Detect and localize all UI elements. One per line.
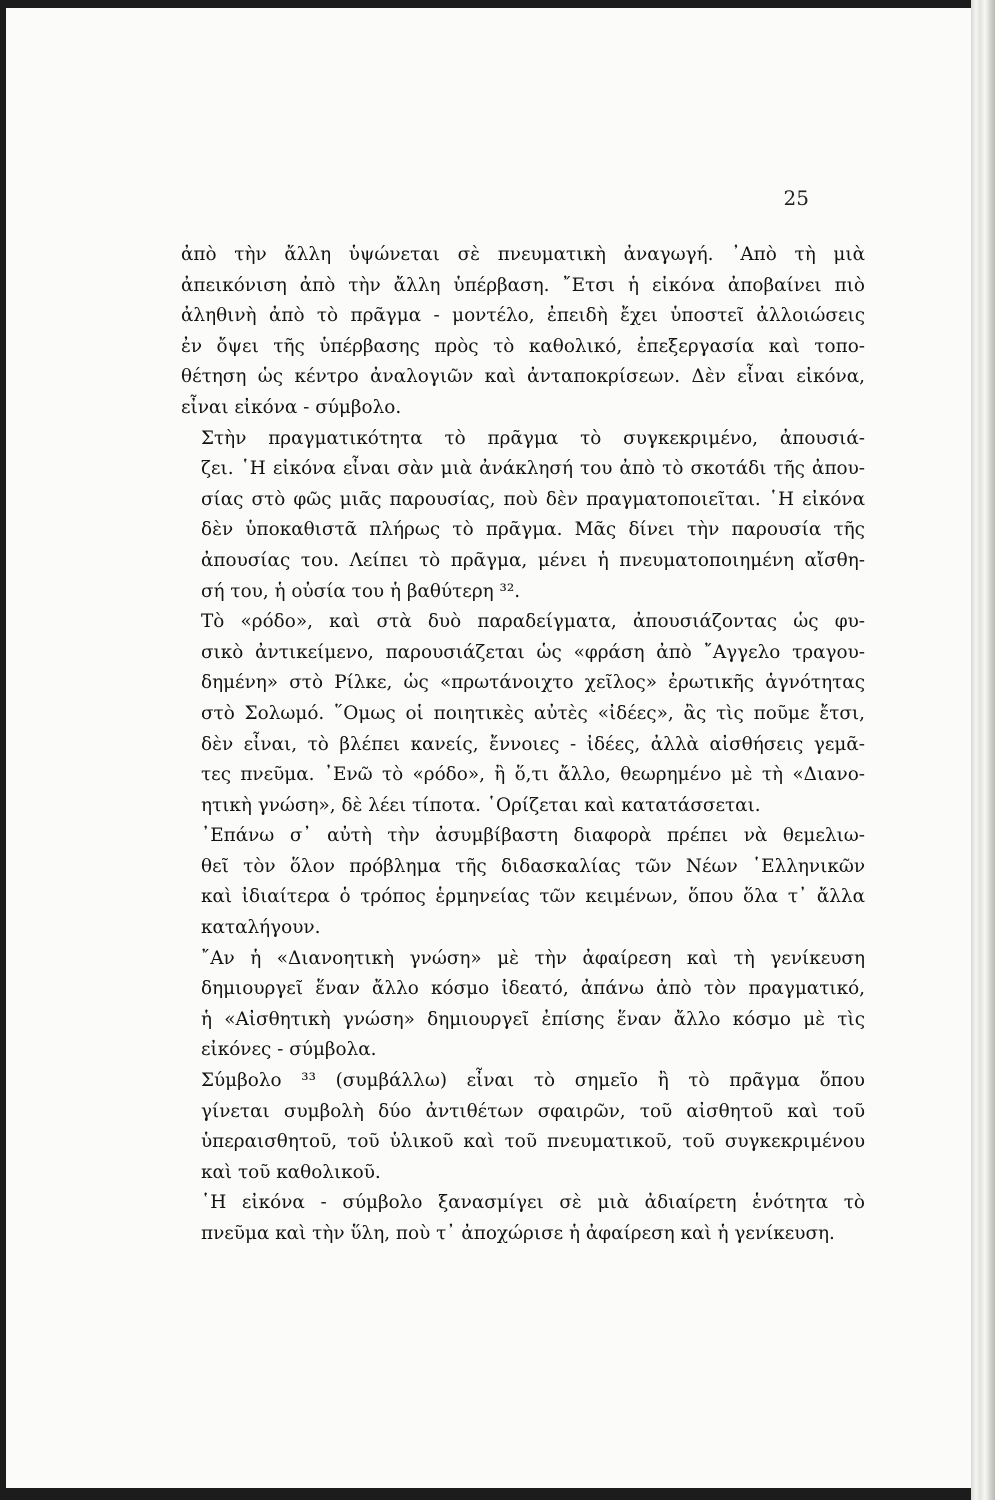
text-line: δὲν εἶναι, τὸ βλέπει κανείς, ἔννοιες - ἰδέες, ἀλλὰ αἰσθήσεις γεμᾶ- — [201, 733, 865, 755]
text-line: ῎Αν ἡ «Διανοητικὴ γνώση» μὲ τὴν ἀφαίρεση καὶ τὴ γενίκευση — [201, 947, 865, 969]
text-line: σικὸ ἀντικείμενο, παρουσιάζεται ὡς «φράση ἀπὸ ῎Αγγελο τραγου- — [201, 641, 865, 663]
text-line: θεῖ τὸν ὅλον πρόβλημα τῆς διδασκαλίας τῶν Νέων ῾Ελληνικῶν — [201, 855, 865, 877]
paragraph-6 — [181, 1066, 865, 1188]
body-text — [181, 240, 865, 1250]
text-line: ὑπεραισθητοῦ, τοῦ ὑλικοῦ καὶ τοῦ πνευματικοῦ, τοῦ συγκεκριμένου — [201, 1131, 865, 1153]
text-line: ητικὴ γνώση», δὲ λέει τίποτα. ῾Ορίζεται καὶ κατατάσσεται. — [201, 794, 761, 816]
text-line: δημένη» στὸ Ρίλκε, ὡς «πρωτάνοιχτο χεῖλος» ἐρωτικῆς ἁγνότητας — [201, 672, 865, 694]
text-line: ἀληθινὴ ἀπὸ τὸ πρᾶγμα - μοντέλο, ἐπειδὴ ἔχει ὑποστεῖ ἀλλοιώσεις — [181, 305, 865, 327]
text-line: Σύμβολο ³³ (συμβάλλω) εἶναι τὸ σημεῖο ἢ τὸ πρᾶγμα ὅπου — [201, 1070, 865, 1092]
paragraph-1 — [181, 240, 865, 424]
text-line: ἀπὸ τὴν ἄλλη ὑψώνεται σὲ πνευματικὴ ἀναγωγή. ᾿Απὸ τὴ μιὰ — [181, 244, 865, 265]
text-line: καταλήγουν. — [201, 917, 321, 939]
text-line: πνεῦμα καὶ τὴν ὕλη, ποὺ τ᾿ ἀποχώρισε ἡ ἀφαίρεση καὶ ἡ γενίκευση. — [201, 1223, 835, 1244]
text-line: ἀπουσίας του. Λείπει τὸ πρᾶγμα, μένει ἡ πνευματοποιημένη αἴσθη- — [201, 549, 865, 571]
text-line: εἰκόνες - σύμβολα. — [201, 1039, 377, 1061]
text-line: Τὸ «ρόδο», καὶ στὰ δυὸ παραδείγματα, ἀπουσιάζοντας ὡς φυ- — [201, 611, 865, 633]
text-line: ἀπεικόνιση ἀπὸ τὴν ἄλλη ὑπέρβαση. ῎Ετσι ἡ εἰκόνα ἀποβαίνει πιὸ — [181, 274, 865, 296]
text-line: καὶ τοῦ καθολικοῦ. — [201, 1161, 381, 1183]
text-line: σίας στὸ φῶς μιᾶς παρουσίας, ποὺ δὲν πραγματοποιεῖται. ῾Η εἰκόνα — [201, 488, 865, 510]
paragraph-5 — [181, 944, 865, 1066]
text-line: δημιουργεῖ ἕναν ἄλλο κόσμο ἰδεατό, ἀπάνω ἀπὸ τὸν πραγματικό, — [201, 978, 865, 1000]
paragraph-2 — [181, 424, 865, 608]
text-line: ἡ «Αἰσθητικὴ γνώση» δημιουργεῖ ἐπίσης ἕναν ἄλλο κόσμο μὲ τὶς — [201, 1008, 865, 1030]
text-line: ᾿Επάνω σ᾿ αὐτὴ τὴν ἀσυμβίβαστη διαφορὰ πρέπει νὰ θεμελιω- — [201, 825, 865, 847]
text-line: στὸ Σολωμό. ῞Ομως οἱ ποιητικὲς αὐτὲς «ἰδέες», ἂς τὶς ποῦμε ἔτσι, — [201, 702, 865, 724]
book-page — [6, 8, 974, 1488]
text-line: θέτηση ὡς κέντρο ἀναλογιῶν καὶ ἀνταποκρίσεων. Δὲν εἶναι εἰκόνα, — [181, 366, 865, 388]
page-edge — [971, 0, 995, 1500]
text-line: ζει. ῾Η εἰκόνα εἶναι σὰν μιὰ ἀνάκλησή του ἀπὸ τὸ σκοτάδι τῆς ἀπου- — [201, 458, 865, 480]
text-line: σή του, ἡ οὐσία του ἡ βαθύτερη ³². — [201, 580, 521, 602]
text-line: καὶ ἰδιαίτερα ὁ τρόπος ἑρμηνείας τῶν κειμένων, ὅπου ὅλα τ᾿ ἄλλα — [201, 886, 865, 908]
text-line: δὲν ὑποκαθιστᾶ πλήρως τὸ πρᾶγμα. Μᾶς δίνει τὴν παρουσία τῆς — [201, 519, 865, 541]
paragraph-4 — [181, 821, 865, 943]
text-line: ἐν ὄψει τῆς ὑπέρβασης πρὸς τὸ καθολικό, ἐπεξεργασία καὶ τοπο- — [181, 335, 865, 357]
text-line: εἶναι εἰκόνα - σύμβολο. — [181, 396, 402, 418]
paragraph-3 — [181, 607, 865, 821]
text-line: τες πνεῦμα. ᾿Ενῶ τὸ «ρόδο», ἢ ὅ,τι ἄλλο, θεωρημένο μὲ τὴ «Διανο- — [201, 764, 865, 786]
text-line: Στὴν πραγματικότητα τὸ πρᾶγμα τὸ συγκεκριμένο, ἀπουσιά- — [201, 427, 865, 449]
page-number: 25 — [783, 186, 809, 210]
paragraph-7 — [181, 1188, 865, 1249]
text-line: γίνεται συμβολὴ δύο ἀντιθέτων σφαιρῶν, τοῦ αἰσθητοῦ καὶ τοῦ — [201, 1100, 865, 1122]
text-line: ῾Η εἰκόνα - σύμβολο ξανασμίγει σὲ μιὰ ἀδιαίρετη ἑνότητα τὸ — [201, 1192, 865, 1214]
